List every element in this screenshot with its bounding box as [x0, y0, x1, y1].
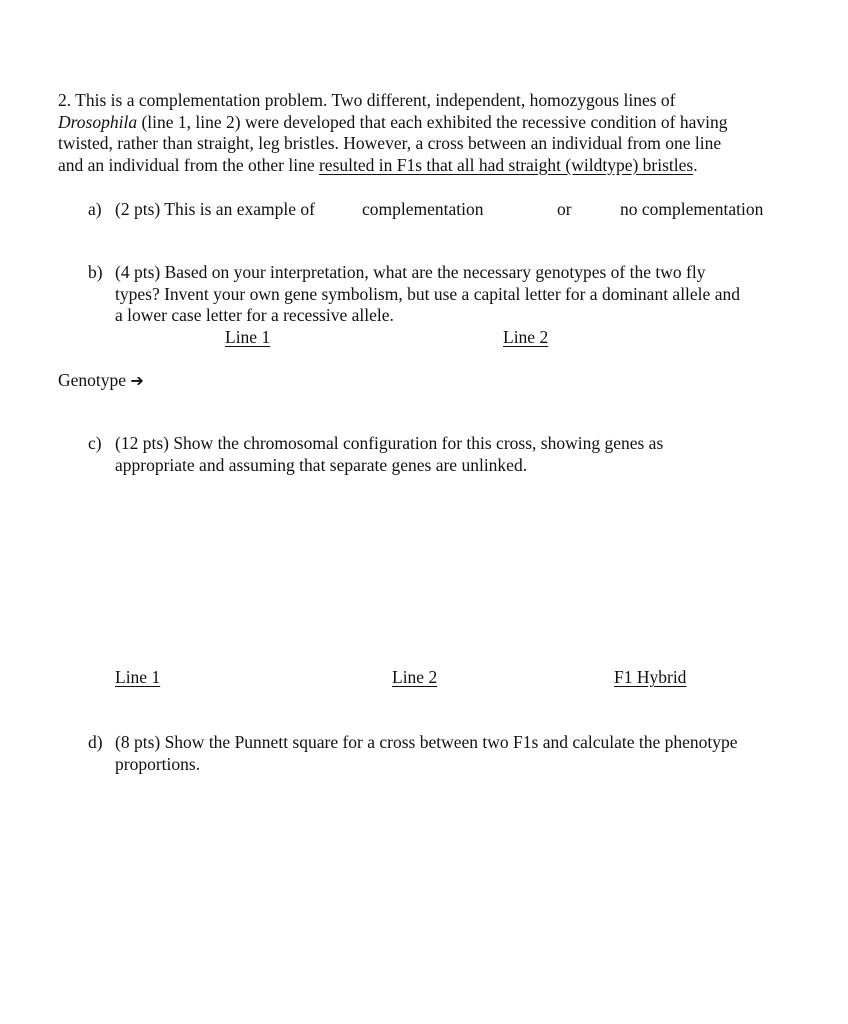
- species-name: Drosophila: [58, 111, 138, 132]
- part-a-text: (2 pts) This is an example of: [115, 199, 315, 219]
- part-a-label: a): [88, 199, 102, 219]
- part-c-column-line-1: Line 1: [115, 667, 161, 687]
- part-d-line-1: (8 pts) Show the Punnett square for a cross between two F1s and calculate the phenotype: [115, 732, 738, 752]
- part-c-column-f1-hybrid: F1 Hybrid: [614, 667, 687, 687]
- question-line-4: and an individual from the other line resulted in F1s that all had straight (wildtype) bristles.: [58, 154, 698, 175]
- part-b-line-3: a lower case letter for a recessive allele.: [115, 305, 394, 325]
- part-a-option-no-complementation: no complementation: [620, 199, 764, 219]
- part-c-line-2: appropriate and assuming that separate genes are unlinked.: [115, 454, 528, 475]
- part-c-line-1: (12 pts) Show the chromosomal configuration for this cross, showing genes as: [115, 433, 664, 453]
- genotype-row-label: Genotype ➔: [58, 370, 144, 390]
- question-line-1: 2. This is a complementation problem. Two different, independent, homozygous lines of: [58, 90, 676, 110]
- part-d-label: d): [88, 732, 103, 752]
- part-b-column-line-1: Line 1: [225, 327, 271, 347]
- part-d-line-2: proportions.: [115, 753, 201, 774]
- part-b-line-2: types? Invent your own gene symbolism, but use a capital letter for a dominant allele and: [115, 283, 740, 304]
- question-line-2: Drosophila (line 1, line 2) were developed that each exhibited the recessive condition of having: [58, 111, 728, 132]
- part-a-or: or: [557, 199, 572, 219]
- part-b-label: b): [88, 262, 103, 282]
- part-d-text: [115, 732, 738, 775]
- question-line-3: twisted, rather than straight, leg bristles. However, a cross between an individual from one line: [58, 133, 722, 153]
- part-c-text: [115, 433, 663, 476]
- key-result: resulted in F1s that all had straight (wildtype) bristles: [318, 154, 694, 175]
- part-a-option-complementation: complementation: [362, 199, 484, 219]
- right-arrow-icon: ➔: [130, 371, 144, 390]
- part-b-text: [115, 262, 740, 327]
- question-paragraph: [58, 90, 798, 176]
- part-b-column-line-2: Line 2: [503, 327, 549, 347]
- part-c-label: c): [88, 433, 102, 453]
- part-c-column-line-2: Line 2: [392, 667, 438, 687]
- part-b-line-1: (4 pts) Based on your interpretation, what are the necessary genotypes of the two fly: [115, 262, 706, 282]
